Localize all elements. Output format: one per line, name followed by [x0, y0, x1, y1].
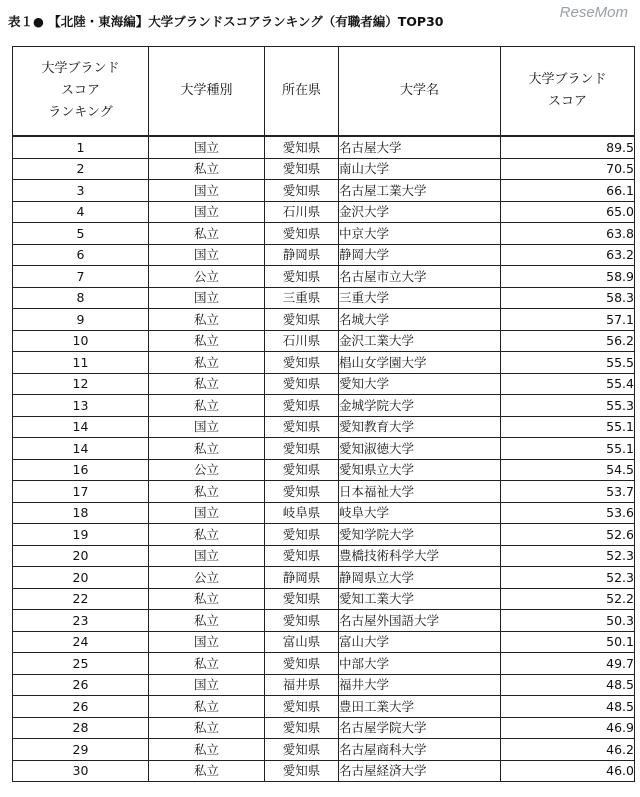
rank-cell: 14: [13, 438, 149, 460]
university-name-cell: 豊田工業大学: [339, 696, 501, 718]
table-row: [13, 567, 635, 589]
university-name-cell: 岐阜大学: [339, 502, 501, 524]
ranking-table: [12, 46, 635, 782]
table-row: [13, 309, 635, 331]
header-type: 大学種別: [149, 47, 265, 137]
score-cell: 50.3: [501, 610, 635, 632]
prefecture-cell: 愛知県: [265, 352, 339, 374]
prefecture-cell: 愛知県: [265, 717, 339, 739]
university-name-cell: 静岡県立大学: [339, 567, 501, 589]
type-cell: 私立: [149, 330, 265, 352]
university-name-cell: 金城学院大学: [339, 395, 501, 417]
university-name-cell: 静岡大学: [339, 244, 501, 266]
score-cell: 48.5: [501, 696, 635, 718]
prefecture-cell: 愛知県: [265, 180, 339, 202]
header-university: 大学名: [339, 47, 501, 137]
prefecture-cell: 静岡県: [265, 244, 339, 266]
rank-cell: 26: [13, 674, 149, 696]
rank-cell: 20: [13, 567, 149, 589]
rank-cell: 1: [13, 136, 149, 158]
rank-cell: 9: [13, 309, 149, 331]
header-score: [501, 47, 635, 137]
type-cell: 私立: [149, 588, 265, 610]
score-cell: 58.9: [501, 266, 635, 288]
type-cell: 私立: [149, 395, 265, 417]
rank-cell: 18: [13, 502, 149, 524]
type-cell: 国立: [149, 136, 265, 158]
score-cell: 70.5: [501, 158, 635, 180]
score-cell: 55.4: [501, 373, 635, 395]
rank-cell: 28: [13, 717, 149, 739]
score-cell: 46.2: [501, 739, 635, 761]
rank-cell: 19: [13, 524, 149, 546]
table-row: [13, 201, 635, 223]
table-title: 表１● 【北陸・東海編】大学ブランドスコアランキング（有職者編）TOP30: [8, 14, 444, 29]
university-name-cell: 名古屋経済大学: [339, 760, 501, 782]
table-row: [13, 438, 635, 460]
rank-cell: 29: [13, 739, 149, 761]
table-row: [13, 524, 635, 546]
rank-cell: 30: [13, 760, 149, 782]
rank-cell: 6: [13, 244, 149, 266]
type-cell: 国立: [149, 180, 265, 202]
header-rank-line: スコア: [60, 83, 100, 98]
prefecture-cell: 静岡県: [265, 567, 339, 589]
rank-cell: 23: [13, 610, 149, 632]
score-cell: 65.0: [501, 201, 635, 223]
university-name-cell: 愛知県立大学: [339, 459, 501, 481]
rank-cell: 14: [13, 416, 149, 438]
rank-cell: 25: [13, 653, 149, 675]
university-name-cell: 南山大学: [339, 158, 501, 180]
prefecture-cell: 愛知県: [265, 653, 339, 675]
prefecture-cell: 愛知県: [265, 739, 339, 761]
prefecture-cell: 愛知県: [265, 395, 339, 417]
score-cell: 50.1: [501, 631, 635, 653]
university-name-cell: 日本福祉大学: [339, 481, 501, 503]
table-row: [13, 244, 635, 266]
score-cell: 53.7: [501, 481, 635, 503]
rank-cell: 2: [13, 158, 149, 180]
rank-cell: 7: [13, 266, 149, 288]
prefecture-cell: 富山県: [265, 631, 339, 653]
type-cell: 私立: [149, 653, 265, 675]
header-row: [13, 47, 635, 137]
table-row: [13, 266, 635, 288]
score-cell: 52.3: [501, 545, 635, 567]
score-cell: 55.1: [501, 438, 635, 460]
table-row: [13, 739, 635, 761]
type-cell: 公立: [149, 459, 265, 481]
university-name-cell: 愛知教育大学: [339, 416, 501, 438]
table-row: [13, 330, 635, 352]
type-cell: 国立: [149, 416, 265, 438]
type-cell: 私立: [149, 373, 265, 395]
prefecture-cell: 愛知県: [265, 373, 339, 395]
prefecture-cell: 石川県: [265, 330, 339, 352]
table-row: [13, 588, 635, 610]
table-row: [13, 136, 635, 158]
type-cell: 国立: [149, 545, 265, 567]
university-name-cell: 愛知工業大学: [339, 588, 501, 610]
header-rank: [13, 47, 149, 137]
university-name-cell: 名古屋工業大学: [339, 180, 501, 202]
rank-cell: 5: [13, 223, 149, 245]
type-cell: 私立: [149, 696, 265, 718]
rank-cell: 24: [13, 631, 149, 653]
rank-cell: 22: [13, 588, 149, 610]
prefecture-cell: 愛知県: [265, 696, 339, 718]
rank-cell: 17: [13, 481, 149, 503]
type-cell: 私立: [149, 158, 265, 180]
prefecture-cell: 岐阜県: [265, 502, 339, 524]
university-name-cell: 椙山女学園大学: [339, 352, 501, 374]
university-name-cell: 愛知淑徳大学: [339, 438, 501, 460]
prefecture-cell: 愛知県: [265, 309, 339, 331]
university-name-cell: 愛知大学: [339, 373, 501, 395]
table-row: [13, 717, 635, 739]
type-cell: 公立: [149, 266, 265, 288]
type-cell: 私立: [149, 610, 265, 632]
type-cell: 私立: [149, 309, 265, 331]
rank-cell: 11: [13, 352, 149, 374]
table-row: [13, 481, 635, 503]
prefecture-cell: 三重県: [265, 287, 339, 309]
score-cell: 46.9: [501, 717, 635, 739]
table-row: [13, 760, 635, 782]
prefecture-cell: 愛知県: [265, 223, 339, 245]
rank-cell: 16: [13, 459, 149, 481]
score-cell: 48.5: [501, 674, 635, 696]
table-row: [13, 287, 635, 309]
score-cell: 63.8: [501, 223, 635, 245]
type-cell: 公立: [149, 567, 265, 589]
prefecture-cell: 愛知県: [265, 588, 339, 610]
type-cell: 国立: [149, 287, 265, 309]
prefecture-cell: 愛知県: [265, 416, 339, 438]
prefecture-cell: 福井県: [265, 674, 339, 696]
type-cell: 国立: [149, 631, 265, 653]
table-row: [13, 223, 635, 245]
university-name-cell: 金沢工業大学: [339, 330, 501, 352]
type-cell: 私立: [149, 524, 265, 546]
prefecture-cell: 愛知県: [265, 459, 339, 481]
university-name-cell: 三重大学: [339, 287, 501, 309]
table-row: [13, 158, 635, 180]
university-name-cell: 中部大学: [339, 653, 501, 675]
prefecture-cell: 愛知県: [265, 760, 339, 782]
prefecture-cell: 愛知県: [265, 158, 339, 180]
university-name-cell: 金沢大学: [339, 201, 501, 223]
rank-cell: 12: [13, 373, 149, 395]
type-cell: 私立: [149, 717, 265, 739]
table-row: [13, 395, 635, 417]
type-cell: 私立: [149, 438, 265, 460]
score-cell: 56.2: [501, 330, 635, 352]
university-name-cell: 名古屋外国語大学: [339, 610, 501, 632]
score-cell: 63.2: [501, 244, 635, 266]
score-cell: 49.7: [501, 653, 635, 675]
rank-cell: 3: [13, 180, 149, 202]
rank-cell: 10: [13, 330, 149, 352]
prefecture-cell: 愛知県: [265, 438, 339, 460]
rank-cell: 20: [13, 545, 149, 567]
type-cell: 国立: [149, 502, 265, 524]
prefecture-cell: 愛知県: [265, 136, 339, 158]
site-logo: ReseMom: [559, 4, 628, 21]
prefecture-cell: 石川県: [265, 201, 339, 223]
type-cell: 私立: [149, 223, 265, 245]
table-row: [13, 610, 635, 632]
prefecture-cell: 愛知県: [265, 610, 339, 632]
type-cell: 私立: [149, 760, 265, 782]
header-rank-line: ランキング: [48, 105, 113, 120]
header-rank-line: 大学ブランド: [41, 61, 120, 76]
prefecture-cell: 愛知県: [265, 524, 339, 546]
score-cell: 55.5: [501, 352, 635, 374]
prefecture-cell: 愛知県: [265, 545, 339, 567]
type-cell: 私立: [149, 481, 265, 503]
rank-cell: 13: [13, 395, 149, 417]
university-name-cell: 愛知学院大学: [339, 524, 501, 546]
table-row: [13, 696, 635, 718]
prefecture-cell: 愛知県: [265, 266, 339, 288]
table-row: [13, 674, 635, 696]
table-row: [13, 459, 635, 481]
header-prefecture: 所在県: [265, 47, 339, 137]
rank-cell: 4: [13, 201, 149, 223]
score-cell: 54.5: [501, 459, 635, 481]
university-name-cell: 名古屋学院大学: [339, 717, 501, 739]
university-name-cell: 富山大学: [339, 631, 501, 653]
university-name-cell: 名古屋大学: [339, 136, 501, 158]
table-row: [13, 416, 635, 438]
score-cell: 53.6: [501, 502, 635, 524]
type-cell: 国立: [149, 201, 265, 223]
type-cell: 私立: [149, 352, 265, 374]
table-row: [13, 180, 635, 202]
table-row: [13, 502, 635, 524]
score-cell: 55.1: [501, 416, 635, 438]
type-cell: 国立: [149, 244, 265, 266]
prefecture-cell: 愛知県: [265, 481, 339, 503]
score-cell: 58.3: [501, 287, 635, 309]
type-cell: 私立: [149, 739, 265, 761]
university-name-cell: 福井大学: [339, 674, 501, 696]
score-cell: 52.6: [501, 524, 635, 546]
header-score-line: 大学ブランド: [528, 72, 607, 87]
score-cell: 52.2: [501, 588, 635, 610]
score-cell: 89.5: [501, 136, 635, 158]
score-cell: 57.1: [501, 309, 635, 331]
type-cell: 国立: [149, 674, 265, 696]
university-name-cell: 豊橋技術科学大学: [339, 545, 501, 567]
university-name-cell: 中京大学: [339, 223, 501, 245]
score-cell: 52.3: [501, 567, 635, 589]
university-name-cell: 名城大学: [339, 309, 501, 331]
table-row: [13, 631, 635, 653]
table-row: [13, 545, 635, 567]
university-name-cell: 名古屋商科大学: [339, 739, 501, 761]
rank-cell: 8: [13, 287, 149, 309]
table-row: [13, 373, 635, 395]
table-row: [13, 352, 635, 374]
rank-cell: 26: [13, 696, 149, 718]
header-score-line: スコア: [547, 94, 587, 109]
university-name-cell: 名古屋市立大学: [339, 266, 501, 288]
score-cell: 46.0: [501, 760, 635, 782]
score-cell: 66.1: [501, 180, 635, 202]
score-cell: 55.3: [501, 395, 635, 417]
table-row: [13, 653, 635, 675]
